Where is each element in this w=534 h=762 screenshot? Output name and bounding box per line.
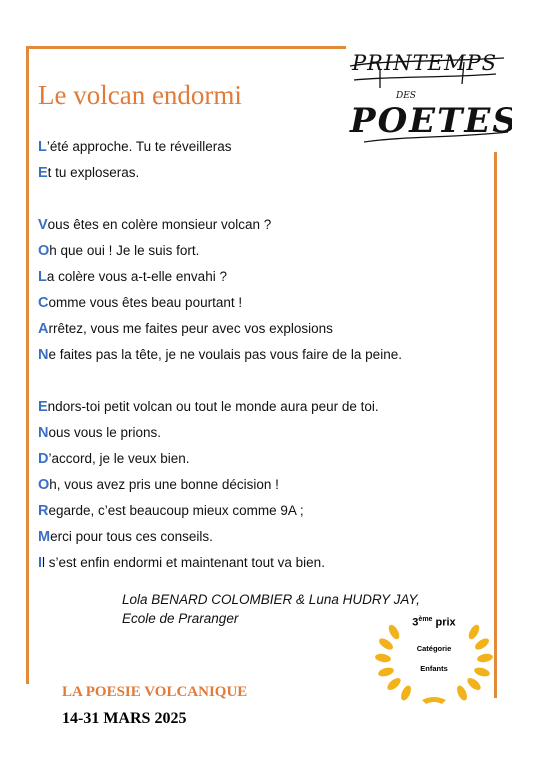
line-text: omme vous êtes beau pourtant ! — [48, 295, 243, 310]
award-category-label: Catégorie — [416, 644, 452, 653]
line-text: egarde, c’est beaucoup mieux comme 9A ; — [48, 503, 304, 518]
stanza-break — [38, 186, 402, 212]
line-text: ous vous le prions. — [48, 425, 162, 440]
award-badge — [372, 610, 496, 706]
acrostic-initial: D — [38, 451, 49, 467]
acrostic-initial: C — [38, 295, 49, 311]
line-text: ous êtes en colère monsieur volcan ? — [47, 217, 272, 232]
frame-left-border — [26, 46, 29, 684]
event-title: LA POESIE VOLCANIQUE — [62, 684, 248, 700]
poem-line — [38, 342, 402, 368]
acrostic-initial: E — [38, 165, 48, 181]
acrostic-initial: E — [38, 399, 48, 415]
poem-line — [38, 238, 402, 264]
acrostic-initial: N — [38, 347, 49, 363]
poem-line — [38, 316, 402, 342]
acrostic-initial: R — [38, 503, 49, 519]
poem-line — [38, 446, 402, 472]
line-text: h, vous avez pris une bonne décision ! — [49, 477, 279, 492]
acrostic-initial: I — [38, 555, 43, 571]
poem-line — [38, 550, 402, 576]
line-text: h que oui ! Je le suis fort. — [49, 243, 200, 258]
line-text: t tu exploseras. — [47, 165, 140, 180]
award-rank: 3ème prix — [412, 616, 456, 629]
poem-line — [38, 264, 402, 290]
line-text: erci pour tous ces conseils. — [50, 529, 213, 544]
poem-line — [38, 420, 402, 446]
poem-line — [38, 212, 402, 238]
acrostic-initial: O — [38, 243, 50, 259]
acrostic-initial: M — [38, 529, 51, 545]
event-dates: 14-31 MARS 2025 — [62, 710, 187, 727]
line-text: a colère vous a-t-elle envahi ? — [46, 269, 227, 284]
line-text: e faites pas la tête, je ne voulais pas vous faire de la peine. — [48, 347, 402, 362]
poem-line — [38, 524, 402, 550]
svg-text:DES: DES — [396, 91, 416, 101]
acrostic-initial: V — [38, 217, 48, 233]
author-names: Lola BENARD COLOMBIER & Luna HUDRY JAY, — [122, 592, 420, 607]
school-name: Ecole de Praranger — [122, 611, 239, 626]
poem-line — [38, 394, 402, 420]
frame-top-border — [26, 46, 346, 49]
poem-line — [38, 472, 402, 498]
svg-text:PRINTEMPS: PRINTEMPS — [352, 51, 497, 75]
acrostic-initial: L — [38, 269, 47, 285]
poem-line — [38, 160, 402, 186]
line-text: ’accord, je le veux bien. — [48, 451, 190, 466]
poem-line — [38, 498, 402, 524]
poem-line — [38, 290, 402, 316]
stanza-break — [38, 368, 402, 394]
acrostic-initial: O — [38, 477, 50, 493]
poem-body — [38, 134, 402, 576]
printemps-des-poetes-logo — [344, 40, 512, 148]
svg-text:POETES: POETES — [350, 101, 512, 141]
acrostic-initial: L — [38, 139, 47, 155]
acrostic-initial: N — [38, 425, 49, 441]
poem-title: Le volcan endormi — [38, 80, 242, 110]
line-text: l s’est enfin endormi et maintenant tout va bien. — [42, 555, 325, 570]
award-category-value: Enfants — [420, 664, 448, 673]
line-text: rrêtez, vous me faites peur avec vos explosions — [48, 321, 333, 336]
acrostic-initial: A — [38, 321, 49, 337]
line-text: ndors-toi petit volcan ou tout le monde aura peur de toi. — [47, 399, 379, 414]
poem-line — [38, 134, 402, 160]
line-text: ’été approche. Tu te réveilleras — [46, 139, 232, 154]
